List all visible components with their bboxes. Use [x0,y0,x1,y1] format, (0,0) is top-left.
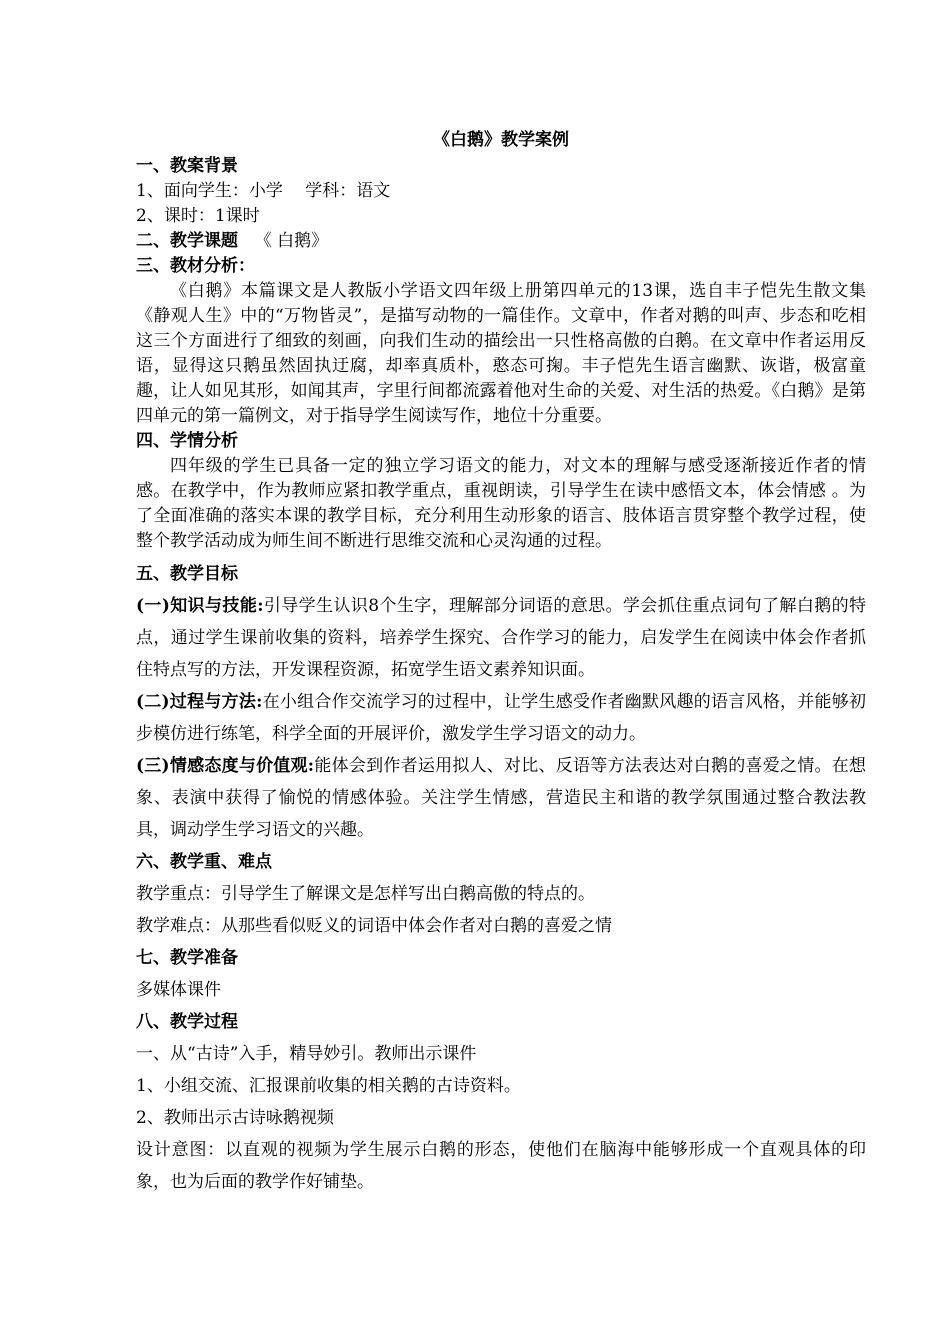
learner-analysis-paragraph: 四年级的学生已具备一定的独立学习语文的能力，对文本的理解与感受逐渐接近作者的情感。在教学中，作为教师应紧扣教学重点，重视朗读，引导学生在读中感悟文本，体会情感 。为了全面准确的落实本课的教学目标，充分利用生动形象的语言、肢体语言贯穿整个教学过程，使整个教学活动成为师生间不断进行思维交流和心灵沟通的过程。 [136,456,866,551]
document-title: 《白鹅》教学案例 [433,130,569,150]
audience-line: 1、面向学生：小学 学科：语文 [136,181,391,201]
key-point-line: 教学重点：引导学生了解课文是怎样写出白鹅高傲的特点的。 [136,884,595,904]
section-heading-process: 八、教学过程 [136,1012,238,1032]
process-item-1: 1、小组交流、汇报课前收集的相关鹅的古诗资料。 [136,1076,521,1096]
process-step-1: 一、从“古诗”入手，精导妙引。教师出示课件 [136,1044,477,1064]
section-heading-key-points: 六、教学重、难点 [136,852,272,872]
process-item-2: 2、教师出示古诗咏鹅视频 [136,1108,334,1128]
goal-process [136,686,866,750]
section-heading-goals: 五、教学目标 [136,564,238,584]
design-intent: 设计意图：以直观的视频为学生展示白鹅的形态，使他们在脑海中能够形成一个直观具体的印象，也为后面的教学作好铺垫。 [136,1140,866,1192]
goal-emotion-text: 能体会到作者运用拟人、对比、反语等方法表达对白鹅的喜爱之情。在想象、表演中获得了愉悦的情感体验。关注学生情感，营造民主和谐的教学氛围通过整合教法教具，调动学生学习语文的兴趣。 [136,756,866,840]
goal-emotion-label: (三)情感态度与价值观: [136,756,315,776]
preparation-text: 多媒体课件 [136,980,221,1000]
section-heading-material: 三、教材分析： [136,256,255,276]
goal-process-text: 在小组合作交流学习的过程中，让学生感受作者幽默风趣的语言风格，并能够初步模仿进行练笔，科学全面的开展评价，激发学生学习语文的动力。 [136,692,866,744]
section-heading-background: 一、教案背景 [136,156,238,176]
topic-heading-label: 二、教学课题 [136,231,238,251]
goal-knowledge-label: (一)知识与技能: [136,596,264,616]
material-analysis-paragraph: 《白鹅》本篇课文是人教版小学语文四年级上册第四单元的13课，选自丰子恺先生散文集《静观人生》中的“万物皆灵”，是描写动物的一篇佳作。文章中，作者对鹅的叫声、步态和吃相这三个方面进行了细致的刻画，向我们生动的描绘出一只性格高傲的白鹅。在文章中作者运用反语，显得这只鹅虽然固执迂腐，却率真质朴，憨态可掬。丰子恺先生语言幽默、诙谐，极富童趣，让人如见其形，如闻其声，字里行间都流露着他对生命的关爱、对生活的热爱。《白鹅》是第四单元的第一篇例文，对于指导学生阅读写作，地位十分重要。 [136,281,866,426]
class-hours-line: 2、课时：1课时 [136,206,260,226]
goal-process-label: (二)过程与方法: [136,692,263,712]
section-heading-topic [136,229,866,254]
difficulty-line: 教学难点：从那些看似贬义的词语中体会作者对白鹅的喜爱之情 [136,916,612,936]
goal-knowledge-text: 引导学生认识8个生字，理解部分词语的意思。学会抓住重点词句了解白鹅的特点，通过学生课前收集的资料，培养学生探究、合作学习的能力，启发学生在阅读中体会作者抓住特点写的方法，开发课程资源，拓宽学生语文素养知识面。 [136,596,866,680]
goal-knowledge [136,590,866,686]
section-heading-learner: 四、学情分析 [136,431,238,451]
section-heading-preparation: 七、教学准备 [136,948,238,968]
topic-value: 《 白鹅》 [254,231,329,251]
goal-emotion [136,750,866,846]
document-page [136,128,866,1198]
